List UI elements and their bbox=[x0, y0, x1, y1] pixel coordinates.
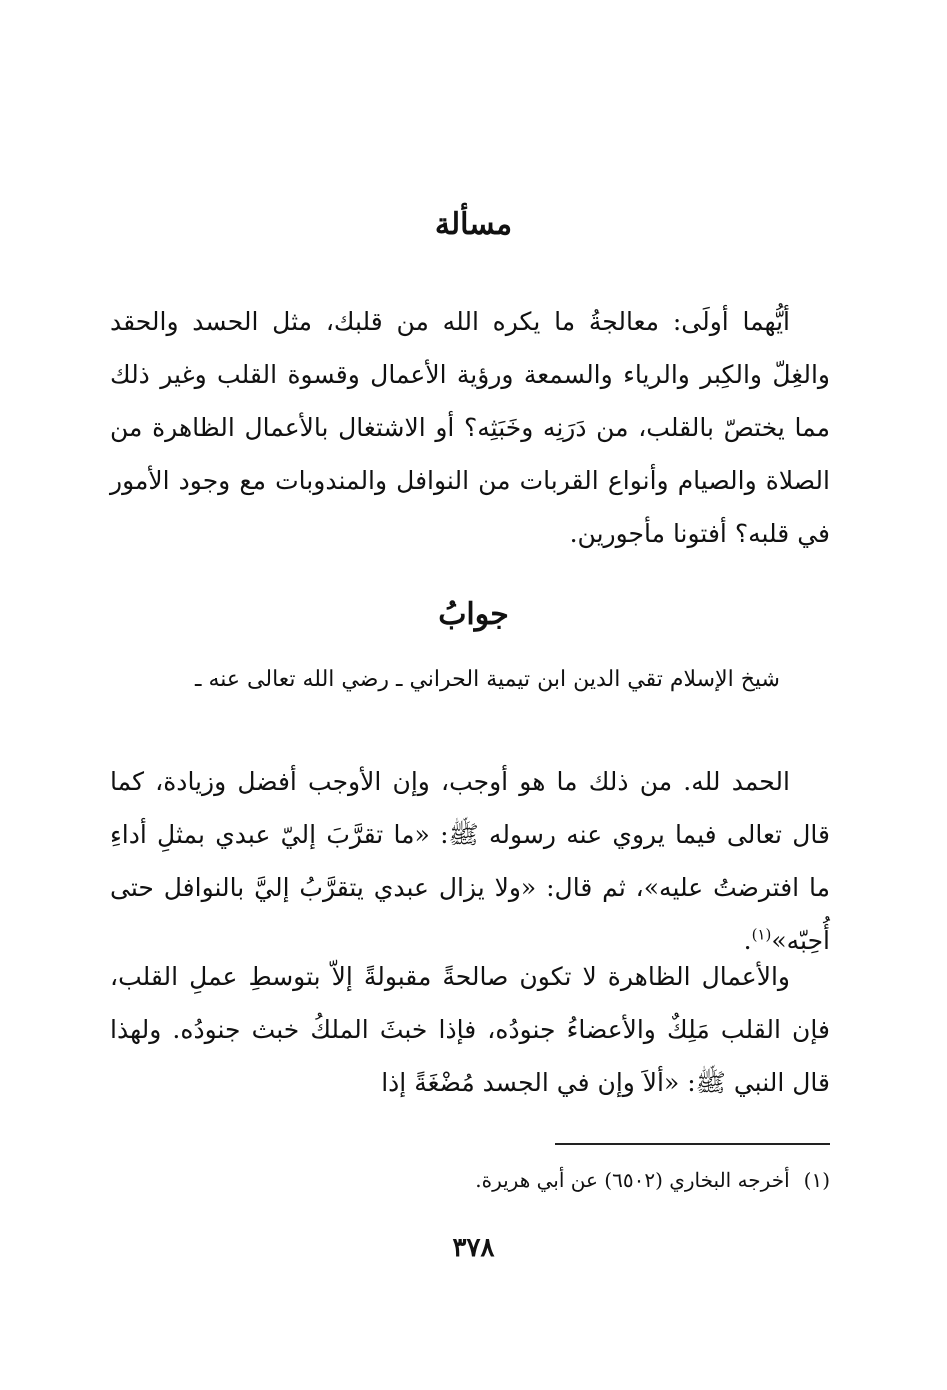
answer-heading: جوابُ bbox=[438, 597, 509, 632]
answer-block-2 bbox=[110, 950, 830, 1109]
question-heading: مسألة bbox=[434, 207, 513, 242]
question-block bbox=[110, 295, 830, 560]
answer-paragraph-1-end: . bbox=[743, 926, 752, 955]
footnote-divider bbox=[555, 1143, 830, 1145]
question-text: أيُّهما أولَى: معالجةُ ما يكره الله من قلبك، مثل الحسد والحقد والغِلّ والكِبر والرياء والسمعة ورؤية الأعمال وقسوة القلب وغير ذلك مما يختصّ بالقلب، من دَرَنِه وخَبَثِه؟ أو الاشتغال بالأعمال الظاهرة من الصلاة والصيام وأنواع القربات من النوافل والمندوبات مع وجود الأمور في قلبه؟ أفتونا مأجورين. bbox=[110, 307, 830, 548]
footnote-number: (١) bbox=[803, 1168, 830, 1192]
page-number: ٣٧٨ bbox=[452, 1233, 495, 1263]
footnote-text: أخرجه البخاري (٦٥٠٢) عن أبي هريرة. bbox=[475, 1168, 790, 1192]
answer-paragraph-1-text: الحمد لله. من ذلك ما هو أوجب، وإن الأوجب أفضل وزيادة، كما قال تعالى فيما يروي عنه رسوله ﷺ: «ما تقرَّبَ إليّ عبدي بمثلِ أداءِ ما افترضتُ عليه»، ثم قال: «ولا يزال عبدي يتقرَّبُ إليَّ بالنوافل حتى أُحِبّه» bbox=[110, 767, 830, 955]
answer-paragraph-1 bbox=[110, 755, 830, 967]
answer-byline: شيخ الإسلام تقي الدين ابن تيمية الحراني ـ رضي الله تعالى عنه ـ bbox=[195, 667, 780, 692]
answer-block bbox=[110, 755, 830, 967]
footnote bbox=[110, 1163, 830, 1197]
answer-paragraph-2: والأعمال الظاهرة لا تكون صالحةً مقبولةً إلاّ بتوسطِ عملِ القلب، فإن القلب مَلِكٌ والأعضاءُ جنودُه، فإذا خبثَ الملكُ خبث جنودُه. ولهذا قال النبي ﷺ: «ألاَ وإن في الجسد مُضْغَةً إذا bbox=[110, 962, 830, 1097]
footnote-marker: (١) bbox=[751, 925, 772, 944]
